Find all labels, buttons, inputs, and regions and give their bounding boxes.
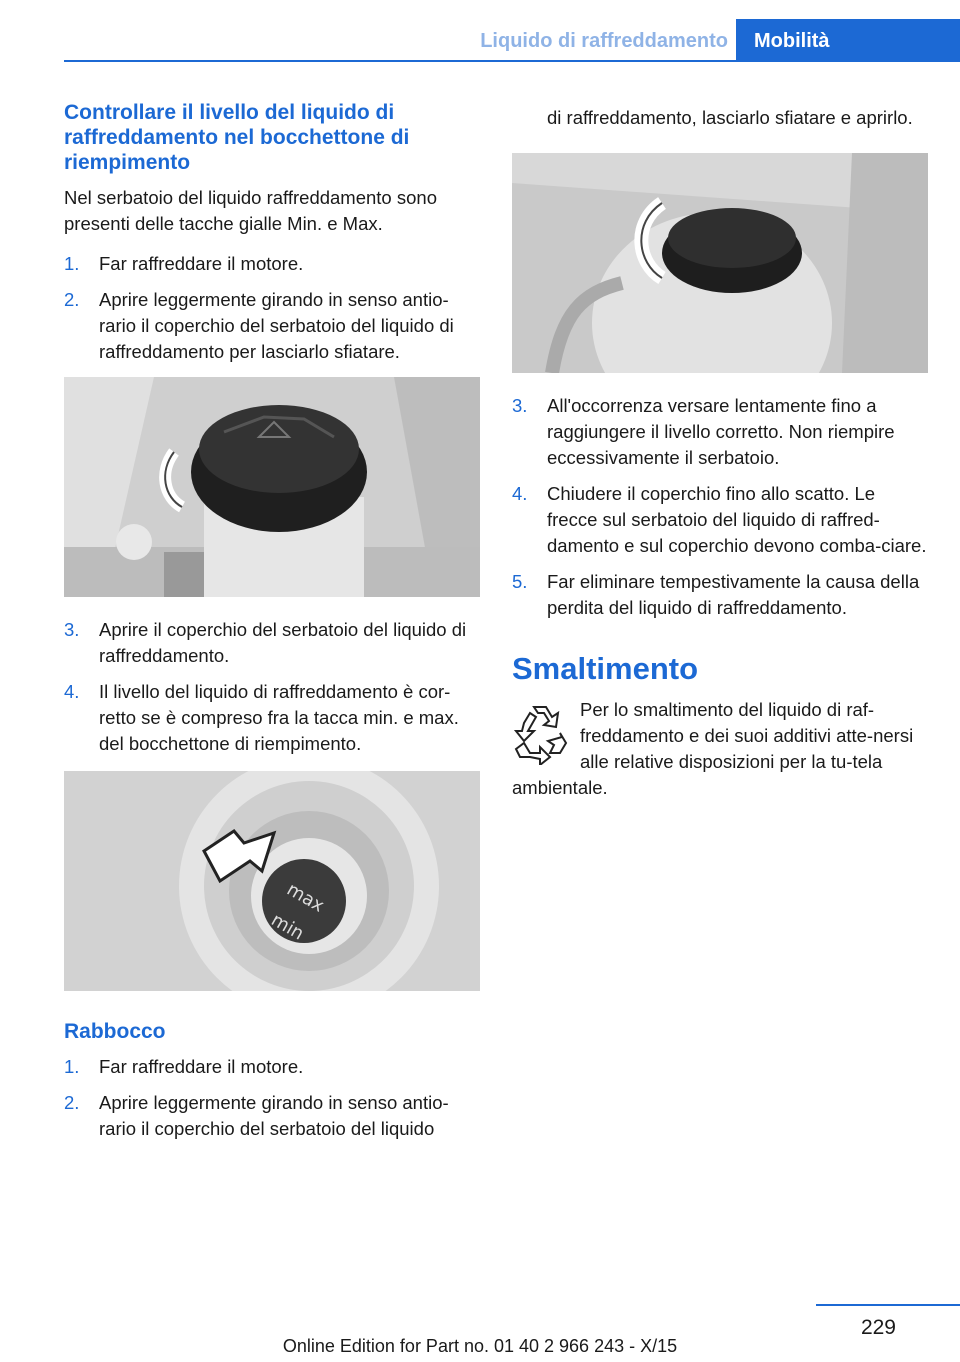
list-item: 1. Far raffreddare il motore. (64, 253, 304, 274)
photo-opening-cap (512, 153, 928, 373)
page-number-rule (816, 1304, 960, 1306)
list-item: 2. Aprire leggermente girando in senso antio‐rario il coperchio del serbatoio del liquido di raffreddamento per lasciarlo sfiatare. (64, 289, 454, 362)
steps-list-a (64, 251, 480, 365)
reservoir-cap-illustration (64, 377, 480, 597)
header-chapter-tab: Mobilità (736, 19, 960, 62)
list-item: 2. Aprire leggermente girando in senso antio‐rario il coperchio del serbatoio del liquido (64, 1092, 449, 1139)
steps-list-c (64, 1054, 480, 1142)
list-item: 5. Far eliminare tempestivamente la causa della perdita del liquido di raffreddamento. (512, 571, 920, 618)
disposal-block (512, 697, 928, 801)
section-heading-disposal: Smaltimento (512, 651, 699, 686)
list-item: 4. Chiudere il coperchio fino allo scatto. Le frecce sul serbatoio del liquido di raffred‐damento e sul coperchio devono comba‐ciare. (512, 483, 927, 556)
disposal-paragraph: Per lo smaltimento del liquido di raf‐freddamento e dei suoi additivi atte‐nersi alle relative disposizioni per la tu‐tela ambientale. (512, 699, 914, 798)
list-item: 1. Far raffreddare il motore. (64, 1056, 304, 1077)
filler-neck-illustration (64, 771, 480, 991)
list-item: 3. All'occorrenza versare lentamente fino a raggiungere il livello corretto. Non riempire eccessivamente il serbatoio. (512, 395, 895, 468)
section-heading-topping-up: Rabbocco (64, 1020, 166, 1043)
list-item: 3. Aprire il coperchio del serbatoio del liquido di raffreddamento. (64, 619, 467, 666)
left-column (64, 100, 480, 1152)
photo-filler-neck (64, 771, 480, 991)
steps-list-right (512, 393, 928, 621)
photo-reservoir-cap (64, 377, 480, 597)
header-section-title: Liquido di raffreddamento (480, 30, 728, 52)
continuation-paragraph: di raffreddamento, lasciarlo sfiatare e aprirlo. (547, 107, 913, 128)
filler-min-mark: min (267, 909, 308, 945)
page-number: 229 (860, 1316, 896, 1339)
filler-max-mark: max (283, 878, 328, 917)
right-column (512, 105, 928, 801)
opening-cap-illustration (512, 153, 928, 373)
header-rule (64, 60, 960, 62)
list-item: 4. Il livello del liquido di raffreddamento è cor‐retto se è compreso fra la tacca min. e max. del bocchettone di riempimento. (64, 681, 459, 754)
intro-paragraph: Nel serbatoio del liquido raffreddamento sono presenti delle tacche gialle Min. e Max. (64, 187, 437, 234)
recycle-icon (512, 701, 568, 765)
section-heading-check-level: Controllare il livello del liquido di raffreddamento nel bocchettone di riempimento (64, 101, 410, 174)
steps-list-b (64, 617, 480, 757)
footer-edition: Online Edition for Part no. 01 40 2 966 243 - X/15 (282, 1336, 678, 1356)
